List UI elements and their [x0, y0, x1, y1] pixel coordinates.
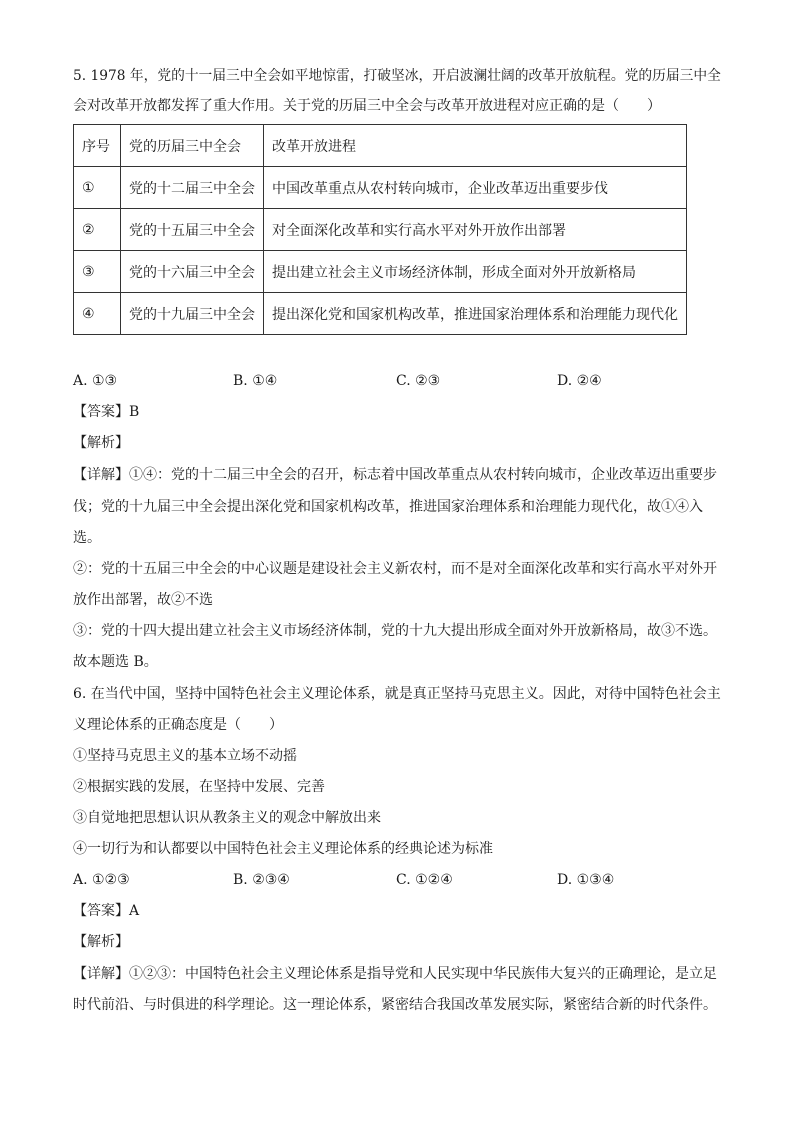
q5-stem-line-2: 会对改革开放都发挥了重大作用。关于党的历届三中全会与改革开放进程对应正确的是（ ） [73, 98, 661, 114]
q6-item-2: ②根据实践的发展，在坚持中发展、完善 [73, 779, 325, 795]
table-cell: 提出深化党和国家机构改革，推进国家治理体系和治理能力现代化 [264, 293, 687, 335]
q5-detail-line-3: 选。 [73, 530, 101, 546]
q5-option-d: D. ②④ [557, 373, 602, 389]
table-cell: ① [74, 167, 121, 209]
table-cell: 提出建立社会主义市场经济体制，形成全面对外开放新格局 [264, 251, 687, 293]
q6-detail-line-2: 时代前沿、与时俱进的科学理论。这一理论体系，紧密结合我国改革发展实际，紧密结合新的时代条件。 [73, 997, 717, 1013]
q6-detail-line-1: 【详解】①②③：中国特色社会主义理论体系是指导党和人民实现中华民族伟大复兴的正确理论，是立足 [73, 966, 717, 982]
q5-detail-line-2: 伐；党的十九届三中全会提出深化党和国家机构改革，推进国家治理体系和治理能力现代化，故①④入 [73, 499, 703, 515]
q5-detail-line-7: 故本题选 B。 [73, 654, 158, 670]
q5-detail-line-1: 【详解】①④：党的十二届三中全会的召开，标志着中国改革重点从农村转向城市，企业改革迈出重要步 [73, 467, 717, 483]
q6-option-a: A. ①②③ [73, 872, 130, 888]
table-header-cell: 改革开放进程 [264, 125, 687, 167]
table-row [74, 251, 687, 293]
table-header-cell: 序号 [74, 125, 121, 167]
q5-detail-line-5: 放作出部署，故②不选 [73, 592, 213, 608]
q5-detail-line-4: ②：党的十五届三中全会的中心议题是建设社会主义新农村，而不是对全面深化改革和实行高水平对外开 [73, 561, 717, 577]
q6-option-d: D. ①③④ [557, 872, 615, 888]
table-row [74, 167, 687, 209]
q6-analysis-label: 【解析】 [73, 934, 129, 950]
q6-item-3: ③自觉地把思想认识从教条主义的观念中解放出来 [73, 810, 381, 826]
q5-option-c: C. ②③ [396, 373, 441, 389]
q6-answer: 【答案】A [73, 903, 140, 919]
q5-option-a: A. ①③ [73, 373, 118, 389]
table-cell: ② [74, 209, 121, 251]
q6-stem-line-1: 6. 在当代中国，坚持中国特色社会主义理论体系，就是真正坚持马克思主义。因此，对待中国特色社会主 [73, 686, 721, 702]
table-cell: 中国改革重点从农村转向城市，企业改革迈出重要步伐 [264, 167, 687, 209]
table-cell: 党的十九届三中全会 [121, 293, 264, 335]
q6-stem-line-2: 义理论体系的正确态度是（ ） [73, 717, 283, 733]
q5-answer: 【答案】B [73, 404, 140, 420]
q5-detail-line-6: ③：党的十四大提出建立社会主义市场经济体制，党的十九大提出形成全面对外开放新格局，故③不选。 [73, 623, 717, 639]
table-cell: 对全面深化改革和实行高水平对外开放作出部署 [264, 209, 687, 251]
table-cell: 党的十六届三中全会 [121, 251, 264, 293]
q6-option-b: B. ②③④ [233, 872, 290, 888]
q5-analysis-label: 【解析】 [73, 435, 129, 451]
q5-stem-line-1: 5. 1978 年，党的十一届三中全会如平地惊雷，打破坚冰，开启波澜壮阔的改革开放航程。党的历届三中全 [73, 68, 721, 84]
table-cell: ④ [74, 293, 121, 335]
q5-option-b: B. ①④ [233, 373, 278, 389]
table-cell: ③ [74, 251, 121, 293]
q5-table [73, 124, 687, 335]
table-cell: 党的十二届三中全会 [121, 167, 264, 209]
table-header-row [74, 125, 687, 167]
q6-option-c: C. ①②④ [396, 872, 453, 888]
q6-item-4: ④一切行为和认都要以中国特色社会主义理论体系的经典论述为标准 [73, 841, 493, 857]
table-row [74, 209, 687, 251]
table-header-cell: 党的历届三中全会 [121, 125, 264, 167]
q6-item-1: ①坚持马克思主义的基本立场不动摇 [73, 748, 297, 764]
table-cell: 党的十五届三中全会 [121, 209, 264, 251]
table-row [74, 293, 687, 335]
